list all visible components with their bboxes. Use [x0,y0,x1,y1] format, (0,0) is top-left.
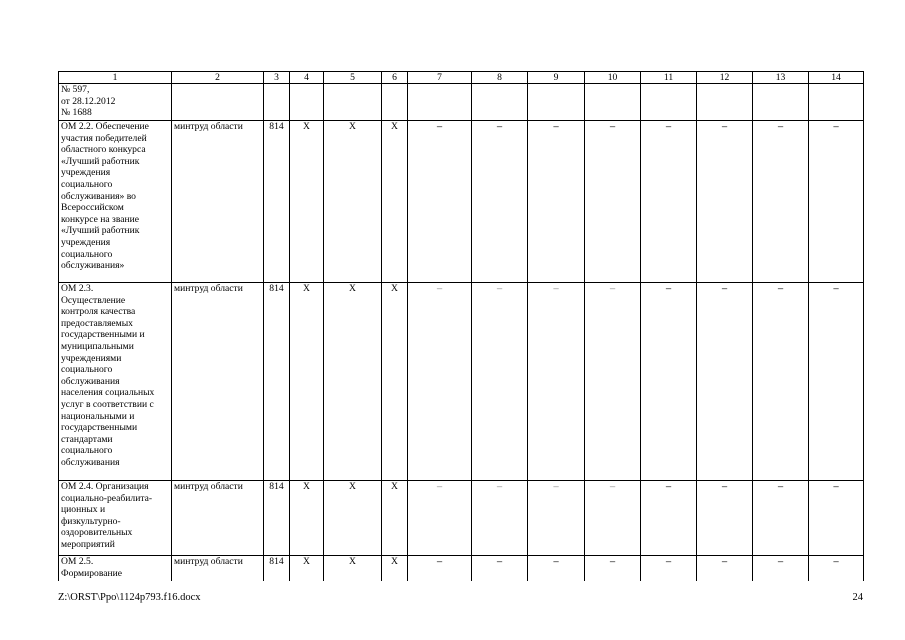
description-line: от 28.12.2012 [61,95,116,107]
responsible-cell: минтруд области [172,283,264,481]
x-cell: Х [324,481,382,556]
x-cell: Х [290,283,324,481]
value-cell: – [408,283,472,481]
value-cell: – [585,481,641,556]
description-line: социального [61,178,113,190]
value-cell: – [809,556,864,582]
value-cell: – [408,481,472,556]
responsible-cell: минтруд области [172,481,264,556]
value-cell: – [585,283,641,481]
description-line: ОМ 2.5. [61,556,94,567]
description-line: контроля качества [61,306,136,318]
header-cell: 9 [528,72,585,84]
description-line: учреждения [61,167,111,179]
code-cell: 814 [264,283,290,481]
description-line: «Лучший работник [61,225,140,237]
header-cell: 12 [697,72,753,84]
header-cell: 13 [753,72,809,84]
header-cell: 14 [809,72,864,84]
description-line: социального [61,364,113,376]
value-cell: – [641,556,697,582]
description-line: ОМ 2.2. Обеспечение [61,121,149,132]
row-description [59,84,172,121]
value-cell: – [697,556,753,582]
value-cell: – [472,121,528,283]
document-table-wrapper [58,71,863,581]
description-line: «Лучший работник [61,155,140,167]
value-cell: – [697,121,753,283]
header-cell: 4 [290,72,324,84]
table-row [59,556,864,582]
table-row [59,121,864,283]
table-header-row [59,72,864,84]
description-line: услуг в соответствии с [61,398,154,410]
value-cell: – [472,556,528,582]
description-line: Осуществление [61,294,126,306]
value-cell: – [753,481,809,556]
description-line: социального [61,445,113,457]
description-line: обслуживания» [61,260,125,272]
value-cell: – [641,121,697,283]
header-cell: 10 [585,72,641,84]
description-line: учреждениями [61,352,122,364]
description-line: предоставляемых [61,317,133,329]
value-cell: – [809,481,864,556]
value-cell: – [697,283,753,481]
x-cell: Х [382,121,408,283]
header-cell: 11 [641,72,697,84]
value-cell: – [809,121,864,283]
value-cell: – [472,283,528,481]
description-line: населения социальных [61,387,155,399]
description-line: обслуживания [61,375,120,387]
x-cell: Х [324,283,382,481]
table-row [59,84,864,121]
value-cell: – [585,556,641,582]
program-table [58,71,864,581]
description-line: государственными и [61,329,145,341]
description-line: государственными [61,422,138,434]
x-cell: Х [382,556,408,582]
value-cell: – [408,121,472,283]
row-description [59,556,172,582]
value-cell: – [585,121,641,283]
responsible-cell: минтруд области [172,556,264,582]
footer-file-path: Z:\ORST\Ppo\1124p793.f16.docx [58,592,201,603]
value-cell: – [753,121,809,283]
description-line: ОМ 2.3. [61,283,94,294]
value-cell: – [641,481,697,556]
x-cell: Х [324,556,382,582]
table-row [59,481,864,556]
value-cell: – [641,283,697,481]
value-cell: – [753,283,809,481]
header-cell: 2 [172,72,264,84]
description-line: областного конкурса [61,144,146,156]
x-cell: Х [290,556,324,582]
description-line: учреждения [61,236,111,248]
code-cell: 814 [264,121,290,283]
value-cell: – [408,556,472,582]
header-cell: 7 [408,72,472,84]
x-cell: Х [324,121,382,283]
description-line: ОМ 2.4. Организация [61,481,149,492]
value-cell: – [809,283,864,481]
description-line: обслуживания» во [61,190,136,202]
table-row [59,283,864,481]
description-line: конкурсе на звание [61,213,140,225]
header-cell: 1 [59,72,172,84]
description-line: социального [61,248,113,260]
header-cell: 3 [264,72,290,84]
value-cell: – [528,283,585,481]
x-cell: Х [382,481,408,556]
row-description [59,283,172,481]
footer-page-number: 24 [852,592,863,603]
description-line: национальными и [61,410,135,422]
x-cell: Х [290,481,324,556]
description-line: участия победителей [61,132,147,144]
description-line: стандартами [61,433,113,445]
value-cell: – [753,556,809,582]
description-line: мероприятий [61,538,115,550]
header-cell: 6 [382,72,408,84]
description-line: Формирование [61,567,123,579]
value-cell: – [697,481,753,556]
x-cell: Х [290,121,324,283]
description-line: муниципальными [61,340,134,352]
description-line: № 1688 [61,107,92,119]
value-cell: – [472,481,528,556]
code-cell: 814 [264,556,290,582]
description-line: обслуживания [61,456,120,468]
row-description [59,481,172,556]
description-line: ционных и [61,504,106,516]
value-cell: – [528,481,585,556]
value-cell: – [528,556,585,582]
description-line: социально-реабилита- [61,492,153,504]
value-cell: – [528,121,585,283]
responsible-cell: минтруд области [172,121,264,283]
header-cell: 8 [472,72,528,84]
code-cell: 814 [264,481,290,556]
description-line: физкультурно- [61,515,121,527]
header-cell: 5 [324,72,382,84]
description-line: Всероссийском [61,202,124,214]
description-line: № 597, [61,84,90,95]
x-cell: Х [382,283,408,481]
description-line: оздоровительных [61,527,133,539]
row-description [59,121,172,283]
